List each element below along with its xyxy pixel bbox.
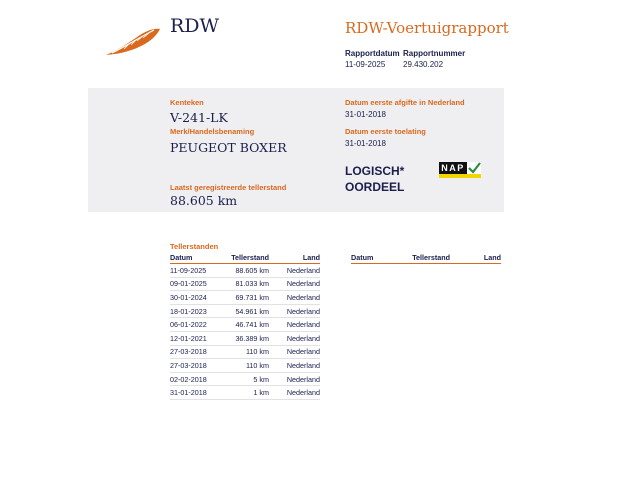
cell-land: Nederland (269, 331, 320, 345)
table-row (170, 345, 320, 359)
cell-tellerstand: 54.961 km (222, 304, 269, 318)
rdw-logo-icon (104, 26, 162, 58)
cell-datum: 27-03-2018 (170, 345, 222, 359)
cell-tellerstand: 36.389 km (222, 331, 269, 345)
cell-tellerstand: 5 km (222, 372, 269, 386)
cell-land: Nederland (269, 318, 320, 332)
column-header-datum-right: Datum (351, 252, 403, 264)
table-row (170, 386, 320, 400)
rapportnummer-value: 29.430.202 (403, 60, 444, 69)
cell-land: Nederland (269, 277, 320, 291)
cell-datum: 12-01-2021 (170, 331, 222, 345)
checkmark-icon (467, 162, 481, 176)
tellerstanden-table (170, 252, 320, 400)
cell-land: Nederland (269, 345, 320, 359)
afgifte-value: 31-01-2018 (345, 110, 386, 119)
column-header-land: Land (269, 252, 320, 264)
tellerstanden-table-right (351, 252, 501, 264)
table-header-row-right (351, 252, 501, 264)
tellerstand-label: Laatst geregistreerde tellerstand (170, 183, 287, 192)
cell-land: Nederland (269, 359, 320, 373)
cell-tellerstand: 69.731 km (222, 291, 269, 305)
cell-tellerstand: 88.605 km (222, 264, 269, 278)
cell-land: Nederland (269, 291, 320, 305)
cell-datum: 18-01-2023 (170, 304, 222, 318)
afgifte-label: Datum eerste afgifte in Nederland (345, 98, 465, 107)
cell-datum: 02-02-2018 (170, 372, 222, 386)
toelating-label: Datum eerste toelating (345, 127, 426, 136)
table-row (170, 318, 320, 332)
toelating-value: 31-01-2018 (345, 139, 386, 148)
cell-datum: 06-01-2022 (170, 318, 222, 332)
column-header-tellerstand: Tellerstand (222, 252, 269, 264)
cell-tellerstand: 110 km (222, 359, 269, 373)
cell-tellerstand: 81.033 km (222, 277, 269, 291)
table-row (170, 359, 320, 373)
column-header-land-right: Land (450, 252, 501, 264)
oordeel-line-1: LOGISCH* (345, 164, 405, 178)
table-row (170, 331, 320, 345)
cell-land: Nederland (269, 386, 320, 400)
cell-tellerstand: 110 km (222, 345, 269, 359)
rapportdatum-label: Rapportdatum (345, 49, 400, 58)
cell-datum: 11-09-2025 (170, 264, 222, 278)
cell-land: Nederland (269, 304, 320, 318)
table-row (170, 277, 320, 291)
oordeel-line-2: OORDEEL (345, 180, 405, 194)
cell-datum: 09-01-2025 (170, 277, 222, 291)
rapportdatum-value: 11-09-2025 (345, 60, 386, 69)
cell-datum: 27-03-2018 (170, 359, 222, 373)
cell-land: Nederland (269, 264, 320, 278)
tellerstand-value: 88.605 km (170, 193, 238, 208)
table-row (170, 291, 320, 305)
cell-tellerstand: 46.741 km (222, 318, 269, 332)
tellerstanden-rows (170, 264, 320, 400)
column-header-datum: Datum (170, 252, 222, 264)
column-header-tellerstand-right: Tellerstand (403, 252, 450, 264)
kenteken-label: Kenteken (170, 98, 204, 107)
kenteken-value: V-241-LK (170, 110, 228, 125)
cell-datum: 31-01-2018 (170, 386, 222, 400)
logo-text: RDW (170, 15, 220, 37)
rapportnummer-label: Rapportnummer (403, 49, 466, 58)
cell-tellerstand: 1 km (222, 386, 269, 400)
table-row (170, 372, 320, 386)
table-header-row (170, 252, 320, 264)
report-title: RDW-Voertuigrapport (345, 19, 509, 37)
nap-logo (439, 162, 481, 179)
merk-value: PEUGEOT BOXER (170, 140, 287, 155)
table-row (170, 264, 320, 278)
nap-logo-text: NAP (439, 162, 467, 174)
tellerstanden-title: Tellerstanden (170, 242, 219, 251)
table-row (170, 304, 320, 318)
cell-datum: 30-01-2024 (170, 291, 222, 305)
cell-land: Nederland (269, 372, 320, 386)
merk-label: Merk/Handelsbenaming (170, 127, 255, 136)
